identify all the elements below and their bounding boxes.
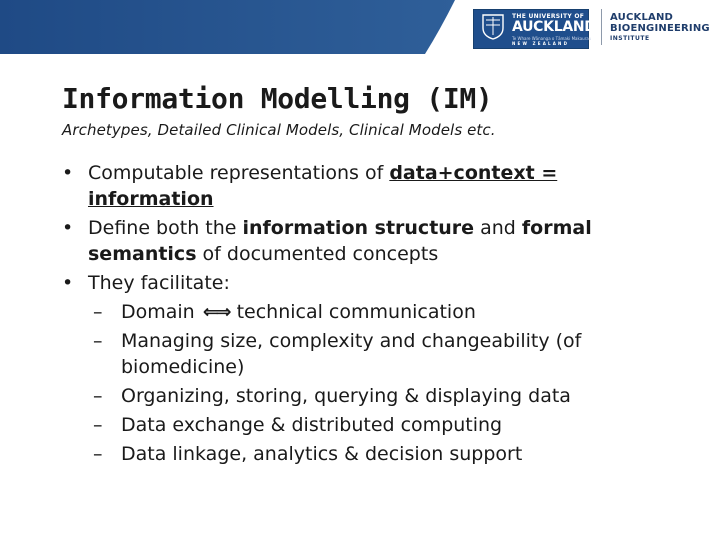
sub-bullet-list <box>88 299 670 467</box>
sub-bullet-text: Domain <box>121 301 195 323</box>
sub-bullet-item: – Managing size, complexity and changeability (of biomedicine) <box>88 328 670 380</box>
bullet-bold-term: information structure <box>242 217 475 239</box>
bullet-item <box>60 270 670 467</box>
auckland-bioengineering-institute-logo <box>610 12 710 43</box>
slide-content <box>60 160 670 470</box>
slide-title: Information Modelling (IM) <box>62 82 493 115</box>
slide-subtitle: Archetypes, Detailed Clinical Models, Clinical Models etc. <box>62 121 496 139</box>
bullet-text: of documented concepts <box>196 243 439 265</box>
bullet-list <box>60 160 670 467</box>
sub-bullet-item: – Organizing, storing, querying & displaying data <box>88 383 670 409</box>
bidirectional-arrow-icon: ⇐⇒ <box>202 301 229 323</box>
sub-bullet-item: – Data exchange & distributed computing <box>88 412 670 438</box>
bullet-text: Computable representations of <box>88 162 390 184</box>
crest-icon <box>482 14 504 40</box>
sub-bullet-text: technical communication <box>236 301 476 323</box>
uoa-logo-line3: Te Whare Wānanga o Tāmaki Makaurau <box>512 36 592 41</box>
bullet-text: and <box>474 217 522 239</box>
bullet-item <box>60 160 670 212</box>
logo-divider <box>601 9 602 45</box>
uoa-logo-line4: NEW ZEALAND <box>512 41 570 46</box>
abi-logo-line3: INSTITUTE <box>610 35 650 42</box>
bullet-item <box>60 215 670 267</box>
abi-logo-line2: BIOENGINEERING <box>610 23 710 34</box>
uoa-logo-line2: AUCKLAND <box>512 19 596 35</box>
bullet-text: Define both the <box>88 217 243 239</box>
uoa-logo-line1: THE UNIVERSITY OF <box>512 13 585 20</box>
sub-bullet-item: – Data linkage, analytics & decision support <box>88 441 670 467</box>
bullet-emphasis: data+context = information <box>88 162 558 210</box>
sub-bullet-item <box>88 299 670 325</box>
university-of-auckland-logo <box>473 9 596 49</box>
bullet-bold-term: formal semantics <box>88 217 592 265</box>
bullet-text: They facilitate: <box>88 272 230 294</box>
abi-logo-line1: AUCKLAND <box>610 12 674 23</box>
